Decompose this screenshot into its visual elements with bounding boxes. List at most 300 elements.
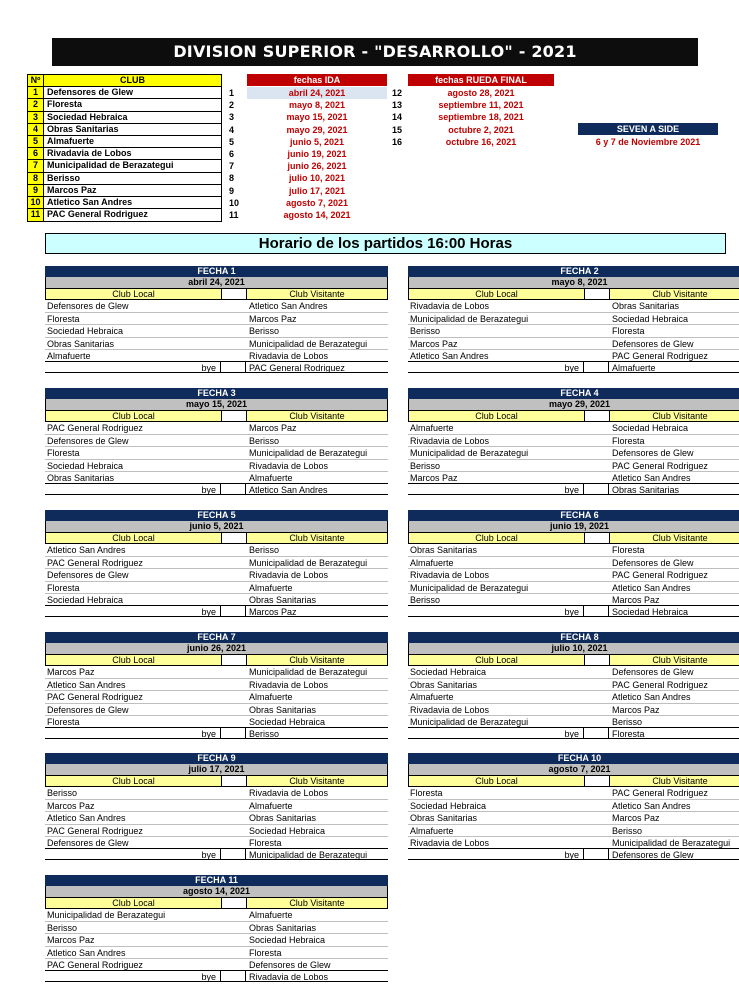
match-row xyxy=(408,349,739,361)
away-team: Defensores de Glew xyxy=(612,338,694,349)
match-row xyxy=(45,568,388,580)
club-row xyxy=(28,124,221,136)
match-row xyxy=(408,593,739,605)
fecha-block xyxy=(408,266,739,373)
club-local-header: Club Local xyxy=(409,533,585,543)
home-team: Berisso xyxy=(47,788,78,798)
away-team: PAC General Rodriguez xyxy=(612,680,708,691)
bye-label: bye xyxy=(408,484,584,494)
club-number: 8 xyxy=(28,173,44,184)
away-team: Almafuerte xyxy=(249,692,293,703)
club-name: Marcos Paz xyxy=(47,184,97,195)
match-row xyxy=(45,593,388,605)
fecha-title: FECHA 7 xyxy=(45,632,388,643)
fecha-date: junio 19, 2021 xyxy=(287,148,347,159)
home-team: PAC General Rodriguez xyxy=(47,959,143,970)
bye-spacer xyxy=(221,971,246,981)
away-team: Atletico San Andres xyxy=(612,472,691,483)
column-headers xyxy=(408,288,739,300)
home-team: Sociedad Hebraica xyxy=(47,460,124,471)
match-spacer xyxy=(584,812,609,823)
club-visitante-header: Club Visitante xyxy=(247,289,387,299)
match-row xyxy=(408,337,739,349)
match-spacer xyxy=(221,325,246,336)
bye-row xyxy=(45,848,388,860)
bye-spacer xyxy=(221,849,246,859)
match-spacer xyxy=(584,447,609,458)
fecha-date: mayo 29, 2021 xyxy=(286,124,348,135)
club-name: Sociedad Hebraica xyxy=(47,111,128,122)
match-row xyxy=(45,337,388,349)
match-row xyxy=(408,678,739,690)
bye-label: bye xyxy=(45,484,221,494)
home-team: Atletico San Andres xyxy=(47,813,126,824)
match-row xyxy=(45,921,388,933)
away-team: Almafuerte xyxy=(249,472,293,483)
match-row xyxy=(408,300,739,312)
club-local-header: Club Local xyxy=(409,655,585,665)
match-spacer xyxy=(584,679,609,690)
club-local-header: Club Local xyxy=(409,411,585,421)
home-team: Sociedad Hebraica xyxy=(410,667,487,677)
home-team: Obras Sanitarias xyxy=(410,813,478,824)
fecha-title: FECHA 8 xyxy=(408,632,739,643)
home-team: Floresta xyxy=(47,582,80,593)
home-team: Almafuerte xyxy=(410,692,454,703)
club-number: 9 xyxy=(28,185,44,196)
bye-label: bye xyxy=(45,971,221,981)
match-row xyxy=(408,824,739,836)
home-team: PAC General Rodriguez xyxy=(47,423,143,433)
fecha-date: septiembre 18, 2021 xyxy=(438,112,524,123)
fechas-ida-list xyxy=(229,87,387,221)
home-team: Obras Sanitarias xyxy=(47,472,115,483)
match-spacer xyxy=(221,812,246,823)
fecha-block xyxy=(45,388,388,495)
fecha-date: junio 5, 2021 xyxy=(289,136,345,147)
club-visitante-header: Club Visitante xyxy=(610,776,739,786)
club-table-header xyxy=(28,75,221,87)
club-row xyxy=(28,160,221,172)
club-local-header: Club Local xyxy=(46,289,222,299)
match-row xyxy=(45,703,388,715)
fecha-block xyxy=(408,753,739,860)
bye-row xyxy=(45,483,388,495)
club-name: Defensores de Glew xyxy=(47,87,134,98)
bye-spacer xyxy=(584,484,609,494)
match-spacer xyxy=(221,691,246,702)
home-team: Rivadavia de Lobos xyxy=(410,570,490,581)
match-spacer xyxy=(584,704,609,715)
fecha-date: agosto 7, 2021 xyxy=(408,764,739,775)
fecha-number: 3 xyxy=(229,112,235,123)
fecha-title: FECHA 9 xyxy=(45,753,388,764)
match-spacer xyxy=(221,947,246,958)
match-spacer xyxy=(221,350,246,361)
match-row xyxy=(408,312,739,324)
column-headers xyxy=(45,654,388,666)
column-spacer xyxy=(222,655,247,665)
match-spacer xyxy=(584,338,609,349)
match-spacer xyxy=(584,435,609,446)
fecha-date: abril 24, 2021 xyxy=(247,87,387,99)
bye-label: bye xyxy=(45,728,221,738)
fecha-number: 16 xyxy=(392,136,403,147)
away-team: Rivadavia de Lobos xyxy=(249,680,329,691)
club-local-header: Club Local xyxy=(46,655,222,665)
date-row xyxy=(229,209,387,221)
club-number: 6 xyxy=(28,148,44,159)
away-team: Sociedad Hebraica xyxy=(249,716,326,727)
match-spacer xyxy=(221,582,246,593)
fecha-date: agosto 14, 2021 xyxy=(45,886,388,897)
away-team: Sociedad Hebraica xyxy=(612,314,689,325)
home-team: Obras Sanitarias xyxy=(410,680,478,691)
bye-row xyxy=(45,605,388,617)
home-team: Municipalidad de Berazategui xyxy=(410,582,529,593)
fecha-date: mayo 8, 2021 xyxy=(408,277,739,288)
bye-team: Marcos Paz xyxy=(249,606,297,617)
fecha-block xyxy=(45,632,388,739)
home-team: Municipalidad de Berazategui xyxy=(410,716,529,727)
match-row xyxy=(45,787,388,799)
bye-row xyxy=(45,970,388,982)
club-table xyxy=(27,74,222,222)
bye-row xyxy=(408,727,739,739)
home-team: Marcos Paz xyxy=(47,935,95,946)
match-spacer xyxy=(584,460,609,471)
club-visitante-header: Club Visitante xyxy=(247,776,387,786)
bye-row xyxy=(408,848,739,860)
match-spacer xyxy=(221,909,246,921)
match-spacer xyxy=(584,422,609,434)
match-spacer xyxy=(584,666,609,678)
match-row xyxy=(45,349,388,361)
club-local-header: Club Local xyxy=(46,776,222,786)
away-team: Obras Sanitarias xyxy=(249,923,317,934)
away-team: Berisso xyxy=(612,825,643,836)
match-spacer xyxy=(584,594,609,605)
away-team: Marcos Paz xyxy=(249,314,297,325)
club-visitante-header: Club Visitante xyxy=(247,655,387,665)
away-team: Marcos Paz xyxy=(612,594,660,605)
bye-spacer xyxy=(584,849,609,859)
away-team: Municipalidad de Berazategui xyxy=(249,558,368,569)
match-row xyxy=(45,799,388,811)
match-row xyxy=(45,836,388,848)
match-row xyxy=(408,556,739,568)
match-spacer xyxy=(221,594,246,605)
match-row xyxy=(45,811,388,823)
column-spacer xyxy=(222,411,247,421)
match-spacer xyxy=(221,679,246,690)
date-row xyxy=(229,197,387,209)
match-row xyxy=(45,446,388,458)
home-team: Sociedad Hebraica xyxy=(410,801,487,812)
bye-team: Rivadavia de Lobos xyxy=(249,971,329,982)
bye-row xyxy=(45,361,388,373)
club-visitante-header: Club Visitante xyxy=(610,655,739,665)
match-spacer xyxy=(584,716,609,727)
match-row xyxy=(45,946,388,958)
fecha-number: 10 xyxy=(229,197,240,208)
match-row xyxy=(45,581,388,593)
away-team: Rivadavia de Lobos xyxy=(249,788,329,798)
seven-a-side-date: 6 y 7 de Noviembre 2021 xyxy=(595,137,701,147)
away-team: Obras Sanitarias xyxy=(249,594,317,605)
match-row xyxy=(45,422,388,434)
date-row xyxy=(229,99,387,111)
fecha-number: 8 xyxy=(229,173,235,184)
home-team: Defensores de Glew xyxy=(47,301,129,311)
club-header: CLUB xyxy=(44,75,221,86)
match-spacer xyxy=(221,837,246,848)
fecha-date: julio 10, 2021 xyxy=(288,173,346,184)
away-team: Marcos Paz xyxy=(249,423,297,433)
match-row xyxy=(408,715,739,727)
fecha-date: junio 5, 2021 xyxy=(45,521,388,532)
fecha-title: FECHA 4 xyxy=(408,388,739,399)
match-row xyxy=(408,581,739,593)
bye-label: bye xyxy=(408,362,584,372)
column-headers xyxy=(408,654,739,666)
fecha-date: mayo 15, 2021 xyxy=(286,112,348,123)
away-team: Berisso xyxy=(249,326,280,337)
club-visitante-header: Club Visitante xyxy=(247,533,387,543)
horario-banner: Horario de los partidos 16:00 Horas xyxy=(45,233,726,254)
bye-team: Sociedad Hebraica xyxy=(612,606,689,617)
fecha-title: FECHA 1 xyxy=(45,266,388,277)
club-number: 7 xyxy=(28,160,44,171)
home-team: Berisso xyxy=(410,326,441,337)
club-name: Municipalidad de Berazategui xyxy=(47,160,174,171)
home-team: Obras Sanitarias xyxy=(410,545,478,555)
home-team: Rivadavia de Lobos xyxy=(410,301,490,311)
away-team: Floresta xyxy=(249,947,282,958)
fecha-date: junio 26, 2021 xyxy=(287,161,347,172)
fecha-number: 15 xyxy=(392,124,403,135)
bye-spacer xyxy=(221,728,246,738)
match-spacer xyxy=(221,825,246,836)
page-title: DIVISION SUPERIOR - "DESARROLLO" - 2021 xyxy=(52,38,698,66)
fecha-date: agosto 7, 2021 xyxy=(285,197,349,208)
match-spacer xyxy=(221,716,246,727)
bye-team: Defensores de Glew xyxy=(612,849,694,860)
home-team: PAC General Rodriguez xyxy=(47,558,143,569)
away-team: Obras Sanitarias xyxy=(249,813,317,824)
fecha-date: octubre 16, 2021 xyxy=(445,136,517,147)
club-visitante-header: Club Visitante xyxy=(247,898,387,908)
num-header: Nº xyxy=(28,75,44,86)
home-team: Rivadavia de Lobos xyxy=(410,837,490,848)
match-row xyxy=(45,678,388,690)
away-team: Floresta xyxy=(249,837,282,848)
away-team: Almafuerte xyxy=(249,582,293,593)
club-local-header: Club Local xyxy=(46,898,222,908)
club-number: 1 xyxy=(28,87,44,98)
away-team: Marcos Paz xyxy=(612,813,660,824)
home-team: Rivadavia de Lobos xyxy=(410,436,490,447)
club-number: 4 xyxy=(28,124,44,135)
bye-team: Municipalidad de Berazategui xyxy=(249,849,368,860)
home-team: Defensores de Glew xyxy=(47,436,129,447)
bye-label: bye xyxy=(408,728,584,738)
home-team: Marcos Paz xyxy=(410,338,458,349)
club-name: PAC General Rodriguez xyxy=(47,209,148,220)
bye-team: Obras Sanitarias xyxy=(612,484,680,495)
match-spacer xyxy=(584,582,609,593)
home-team: Atletico San Andres xyxy=(47,680,126,691)
home-team: Almafuerte xyxy=(410,558,454,569)
date-row xyxy=(229,185,387,197)
away-team: PAC General Rodriguez xyxy=(612,570,708,581)
match-spacer xyxy=(584,800,609,811)
away-team: Berisso xyxy=(249,436,280,447)
home-team: Rivadavia de Lobos xyxy=(410,704,490,715)
club-local-header: Club Local xyxy=(46,411,222,421)
match-row xyxy=(408,799,739,811)
column-spacer xyxy=(585,533,610,543)
match-spacer xyxy=(221,300,246,312)
club-visitante-header: Club Visitante xyxy=(610,533,739,543)
club-row xyxy=(28,197,221,209)
fecha-date: abril 24, 2021 xyxy=(45,277,388,288)
match-row xyxy=(408,544,739,556)
fecha-number: 5 xyxy=(229,136,235,147)
home-team: Obras Sanitarias xyxy=(47,338,115,349)
away-team: Berisso xyxy=(612,716,643,727)
club-row xyxy=(28,148,221,160)
match-row xyxy=(408,690,739,702)
match-row xyxy=(408,459,739,471)
match-spacer xyxy=(221,787,246,799)
fecha-block xyxy=(45,510,388,617)
away-team: Sociedad Hebraica xyxy=(249,935,326,946)
fecha-title: FECHA 6 xyxy=(408,510,739,521)
away-team: PAC General Rodriguez xyxy=(612,788,708,798)
home-team: Berisso xyxy=(47,923,78,934)
bye-spacer xyxy=(584,728,609,738)
date-row xyxy=(392,124,554,136)
date-row xyxy=(229,136,387,148)
home-team: Atletico San Andres xyxy=(47,545,126,555)
away-team: Atletico San Andres xyxy=(612,692,691,703)
away-team: Floresta xyxy=(612,545,645,555)
fecha-date: julio 17, 2021 xyxy=(45,764,388,775)
date-row xyxy=(229,111,387,123)
away-team: Defensores de Glew xyxy=(612,558,694,569)
home-team: Almafuerte xyxy=(47,350,91,361)
date-row xyxy=(229,160,387,172)
match-spacer xyxy=(584,472,609,483)
date-row xyxy=(229,87,387,99)
match-row xyxy=(408,836,739,848)
match-spacer xyxy=(221,666,246,678)
fecha-number: 4 xyxy=(229,124,235,135)
home-team: PAC General Rodriguez xyxy=(47,692,143,703)
home-team: Berisso xyxy=(410,460,441,471)
home-team: Defensores de Glew xyxy=(47,570,129,581)
match-row xyxy=(45,544,388,556)
match-row xyxy=(45,666,388,678)
fecha-title: FECHA 5 xyxy=(45,510,388,521)
away-team: Atletico San Andres xyxy=(612,801,691,812)
fechas-final-header: fechas RUEDA FINAL xyxy=(408,74,554,86)
fecha-date: junio 26, 2021 xyxy=(45,643,388,654)
bye-label: bye xyxy=(408,849,584,859)
match-row xyxy=(45,324,388,336)
match-spacer xyxy=(221,472,246,483)
match-row xyxy=(408,811,739,823)
club-row xyxy=(28,185,221,197)
date-row xyxy=(229,148,387,160)
column-headers xyxy=(408,410,739,422)
match-spacer xyxy=(584,313,609,324)
match-row xyxy=(408,787,739,799)
away-team: Obras Sanitarias xyxy=(249,704,317,715)
club-row xyxy=(28,136,221,148)
column-headers xyxy=(408,775,739,787)
fecha-number: 7 xyxy=(229,161,235,172)
club-name: Atletico San Andres xyxy=(47,196,133,207)
fecha-date: mayo 15, 2021 xyxy=(45,399,388,410)
away-team: Sociedad Hebraica xyxy=(612,423,689,433)
away-team: Atletico San Andres xyxy=(249,301,328,311)
column-headers xyxy=(45,288,388,300)
fecha-title: FECHA 2 xyxy=(408,266,739,277)
match-spacer xyxy=(221,338,246,349)
match-row xyxy=(45,300,388,312)
home-team: Berisso xyxy=(410,594,441,605)
seven-a-side-header: SEVEN A SIDE xyxy=(578,123,718,135)
away-team: Atletico San Andres xyxy=(612,582,691,593)
club-row xyxy=(28,112,221,124)
home-team: Sociedad Hebraica xyxy=(47,594,124,605)
match-row xyxy=(408,568,739,580)
column-headers xyxy=(45,532,388,544)
fecha-number: 1 xyxy=(229,88,235,98)
club-row xyxy=(28,173,221,185)
club-number: 3 xyxy=(28,112,44,123)
match-spacer xyxy=(584,350,609,361)
bye-spacer xyxy=(221,484,246,494)
match-spacer xyxy=(584,569,609,580)
match-spacer xyxy=(584,300,609,312)
column-spacer xyxy=(222,289,247,299)
match-row xyxy=(408,324,739,336)
away-team: Municipalidad de Berazategui xyxy=(249,338,368,349)
fechas-ida-header: fechas IDA xyxy=(247,74,387,86)
away-team: Rivadavia de Lobos xyxy=(249,350,329,361)
home-team: Municipalidad de Berazategui xyxy=(47,910,166,920)
fecha-number: 13 xyxy=(392,100,403,111)
match-spacer xyxy=(221,922,246,933)
home-team: Marcos Paz xyxy=(47,801,95,812)
home-team: Defensores de Glew xyxy=(47,837,129,848)
fecha-block xyxy=(45,875,388,982)
match-spacer xyxy=(584,544,609,556)
column-spacer xyxy=(585,776,610,786)
club-number: 5 xyxy=(28,136,44,147)
bye-label: bye xyxy=(45,606,221,616)
away-team: Almafuerte xyxy=(249,801,293,812)
match-spacer xyxy=(221,557,246,568)
club-visitante-header: Club Visitante xyxy=(610,289,739,299)
match-row xyxy=(45,459,388,471)
home-team: Atletico San Andres xyxy=(410,350,489,361)
club-row xyxy=(28,87,221,99)
fecha-date: mayo 29, 2021 xyxy=(408,399,739,410)
